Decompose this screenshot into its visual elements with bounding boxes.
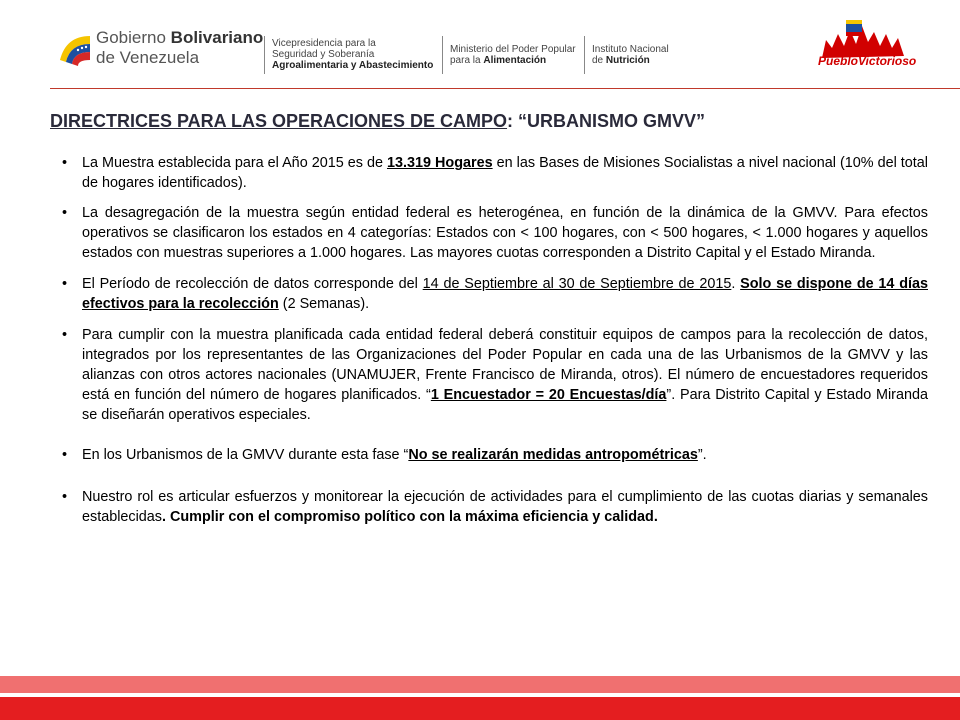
list-item: • La desagregación de la muestra según entidad federal es heterogénea, en función de la dinámica de la GMVV. Para efectos operativos se clasificaron los estados en 4 categorías: Estados con < 100 hogares, con < 500 hogares, < 1.000 hogares y aquellos estados con muestras superiores a 1.000 hogares. Las mayores cuotas corresponden a Distrito Capital y el Estado Miranda. <box>62 203 928 263</box>
vicepresidencia-label: Vicepresidencia para la Seguridad y Soberanía Agroalimentaria y Abastecimiento <box>272 38 434 71</box>
footer-band-light <box>0 676 960 693</box>
list-item: • Para cumplir con la muestra planificada cada entidad federal deberá constituir equipos de campos para la recolección de datos, integrados por los representantes de las Organizaciones del Poder Popular en cada una de las Urbanismos de la GMVV y las alianzas con otros actores nacionales (UNAMUJER, Frente Francisco de Miranda, otros). El número de encuestadores requeridos está en función del número de hogares planificados. “1 Encuestador = 20 Encuestas/día”. Para Distrito Capital y Estado Miranda se diseñarán operativos especiales. <box>62 325 928 425</box>
list-item: • En los Urbanismos de la GMVV durante esta fase “No se realizarán medidas antropométricas”. <box>62 445 928 465</box>
list-item: • Nuestro rol es articular esfuerzos y monitorear la ejecución de actividades para el cumplimiento de las cuotas diarias y semanales establecidas. Cumplir con el compromiso político con la máxima eficiencia y calidad. <box>62 487 928 527</box>
pueblo-victorioso-label: PuebloVictorioso <box>818 54 917 68</box>
instituto-nutricion-label: Instituto Nacional de Nutrición <box>592 44 669 66</box>
directives-list <box>62 153 928 527</box>
list-item: • El Período de recolección de datos corresponde del 14 de Septiembre al 30 de Septiembre de 2015. Solo se dispone de 14 días efectivos para la recolección (2 Semanas). <box>62 274 928 314</box>
header-separator <box>442 36 443 74</box>
list-item: • La Muestra establecida para el Año 2015 es de 13.319 Hogares en las Bases de Misiones Socialistas a nivel nacional (10% del total de hogares identificados). <box>62 153 928 193</box>
header-separator <box>264 36 265 74</box>
ministerio-label: Ministerio del Poder Popular para la Alimentación <box>450 44 576 66</box>
page-title: DIRECTRICES PARA LAS OPERACIONES DE CAMPO: “URBANISMO GMVV” <box>50 111 706 131</box>
footer-band-dark <box>0 697 960 720</box>
page-header <box>0 0 960 90</box>
header-separator <box>584 36 585 74</box>
gobierno-bolivariano-logo-text: Gobierno Bolivariano de Venezuela <box>96 28 264 67</box>
venezuela-flag-icon <box>56 30 94 68</box>
header-divider <box>50 88 960 89</box>
